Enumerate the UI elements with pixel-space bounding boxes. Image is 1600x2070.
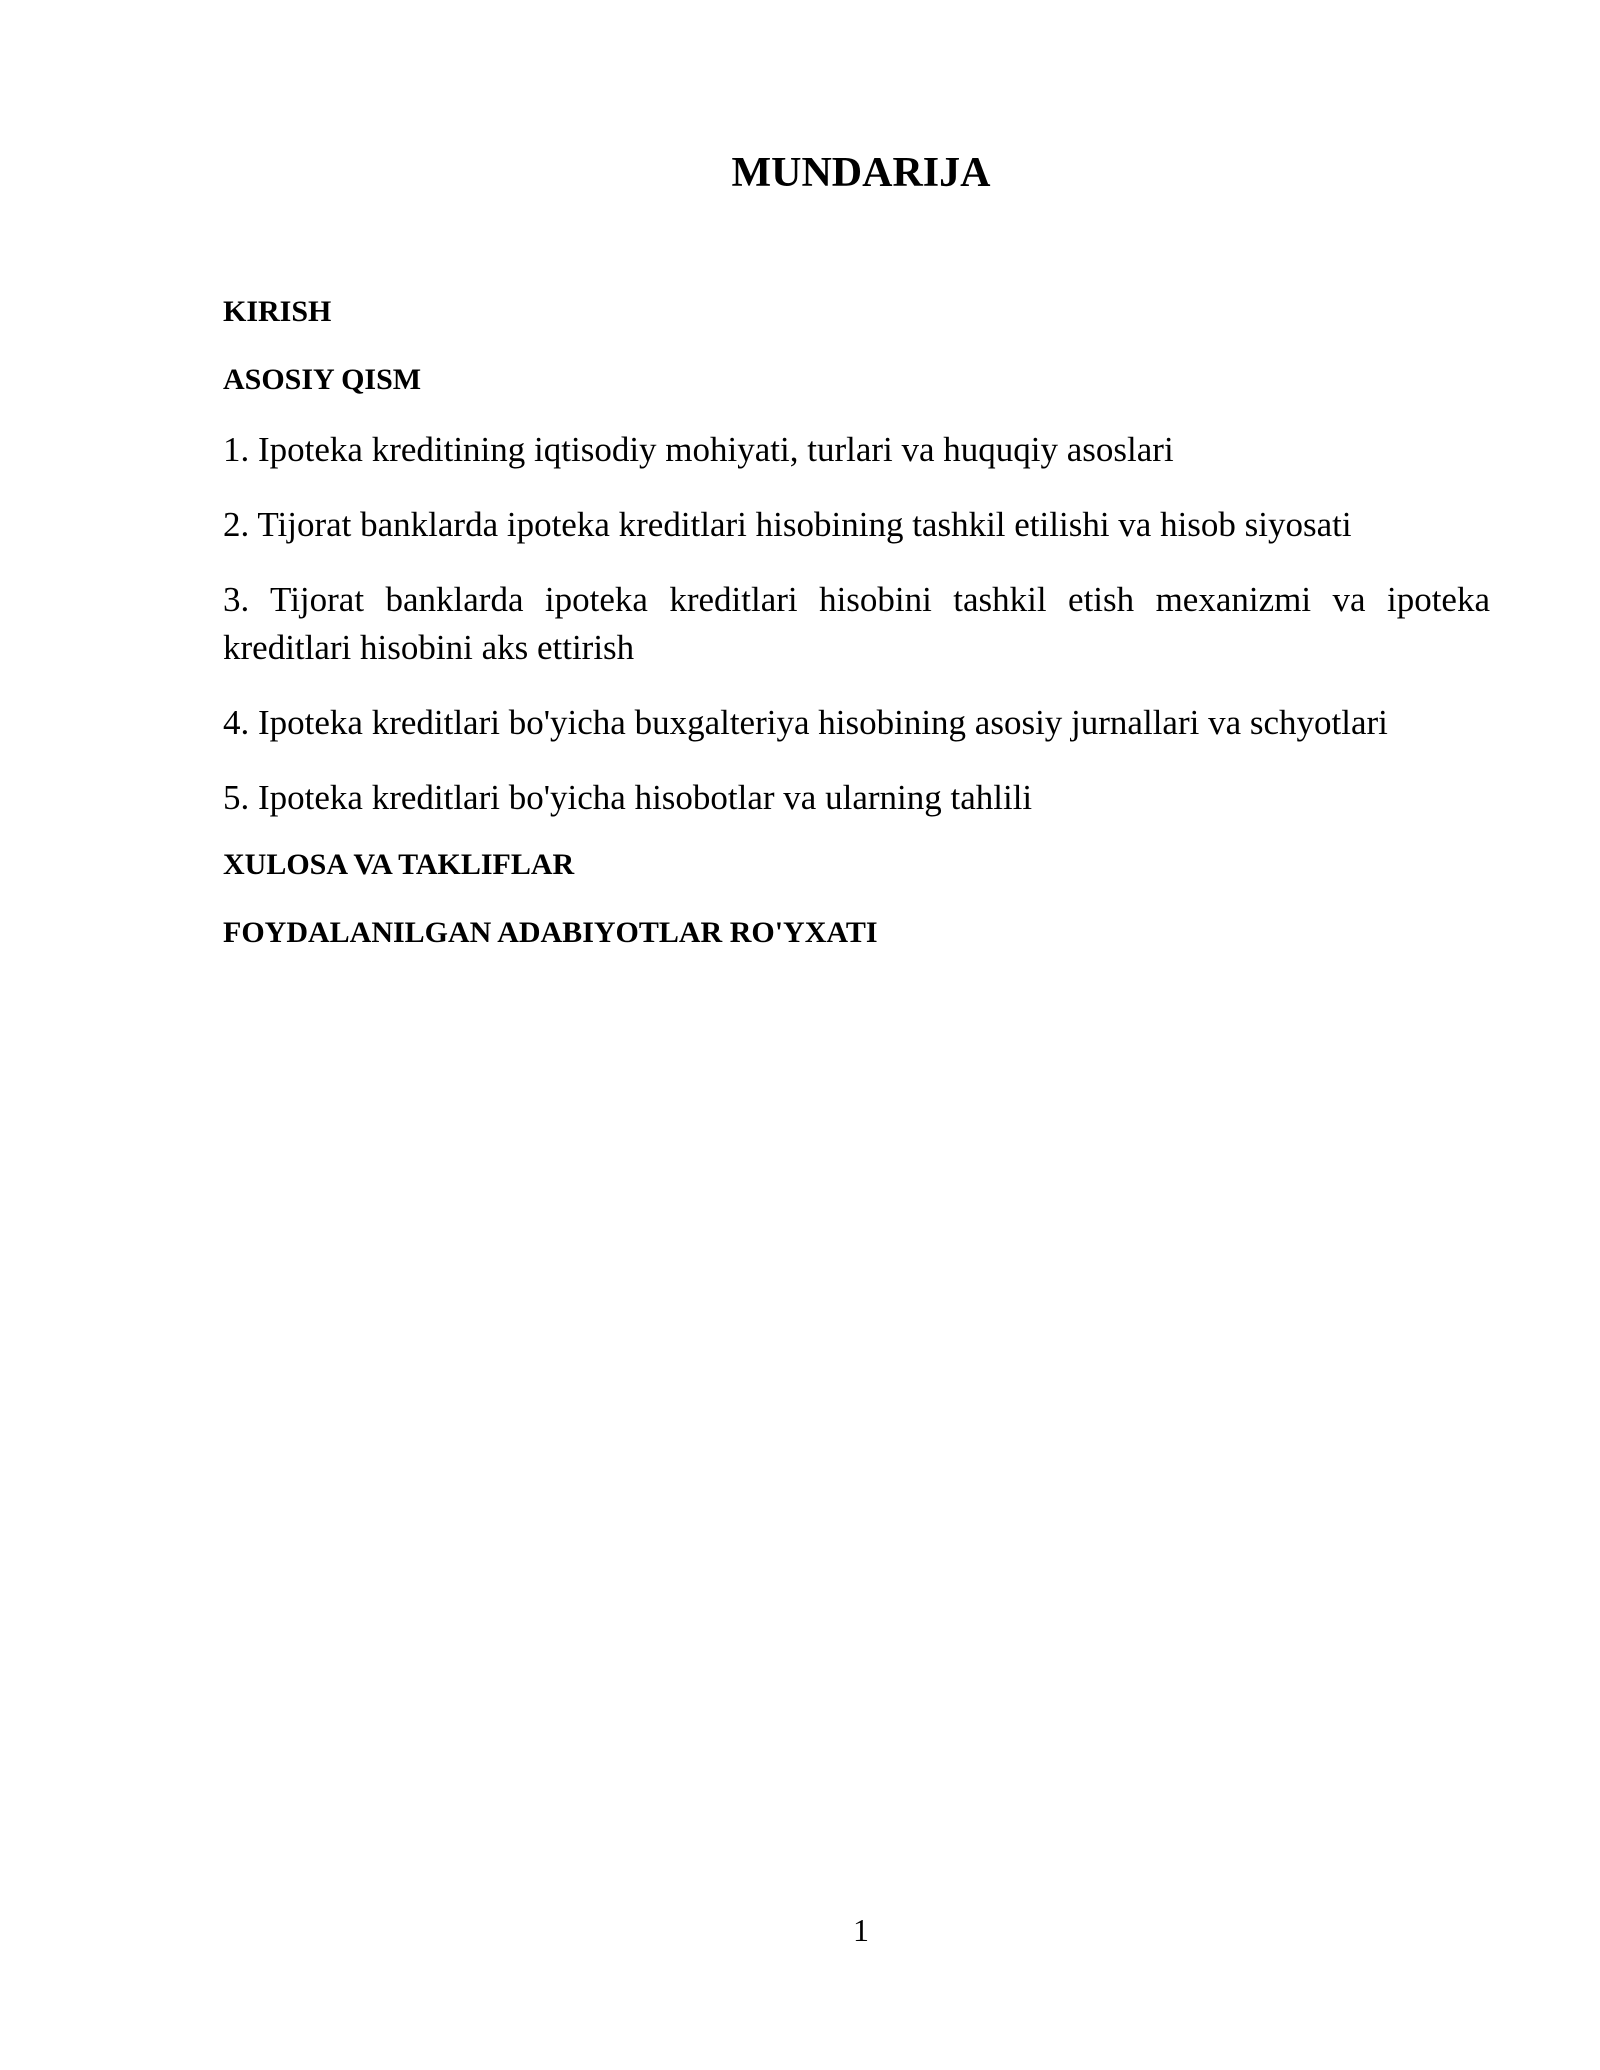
toc-item-5: 5. Ipoteka kreditlari bo'yicha hisobotlar va ularning tahlili xyxy=(223,778,1033,817)
toc-item-4: 4. Ipoteka kreditlari bo'yicha buxgalteriya hisobining asosiy jurnallari va schyotlari xyxy=(223,703,1388,742)
toc-item-3: 3. Tijorat banklarda ipoteka kreditlari hisobini tashkil etish mexanizmi va ipoteka kreditlari hisobini aks ettirish xyxy=(223,580,1490,667)
toc-heading-xulosa: XULOSA VA TAKLIFLAR xyxy=(223,848,575,881)
toc-heading-adabiyotlar: FOYDALANILGAN ADABIYOTLAR RO'YXATI xyxy=(223,916,878,949)
toc-heading-kirish: KIRISH xyxy=(223,295,332,328)
toc-item-1: 1. Ipoteka kreditining iqtisodiy mohiyati, turlari va huquqiy asoslari xyxy=(223,430,1174,469)
toc-heading-asosiy-qism: ASOSIY QISM xyxy=(223,363,422,396)
page-number: 1 xyxy=(853,1912,869,1948)
table-of-contents xyxy=(223,290,1490,979)
page-title: MUNDARIJA xyxy=(731,150,991,196)
toc-item-2: 2. Tijorat banklarda ipoteka kreditlari hisobining tashkil etilishi va hisob siyosati xyxy=(223,505,1352,544)
